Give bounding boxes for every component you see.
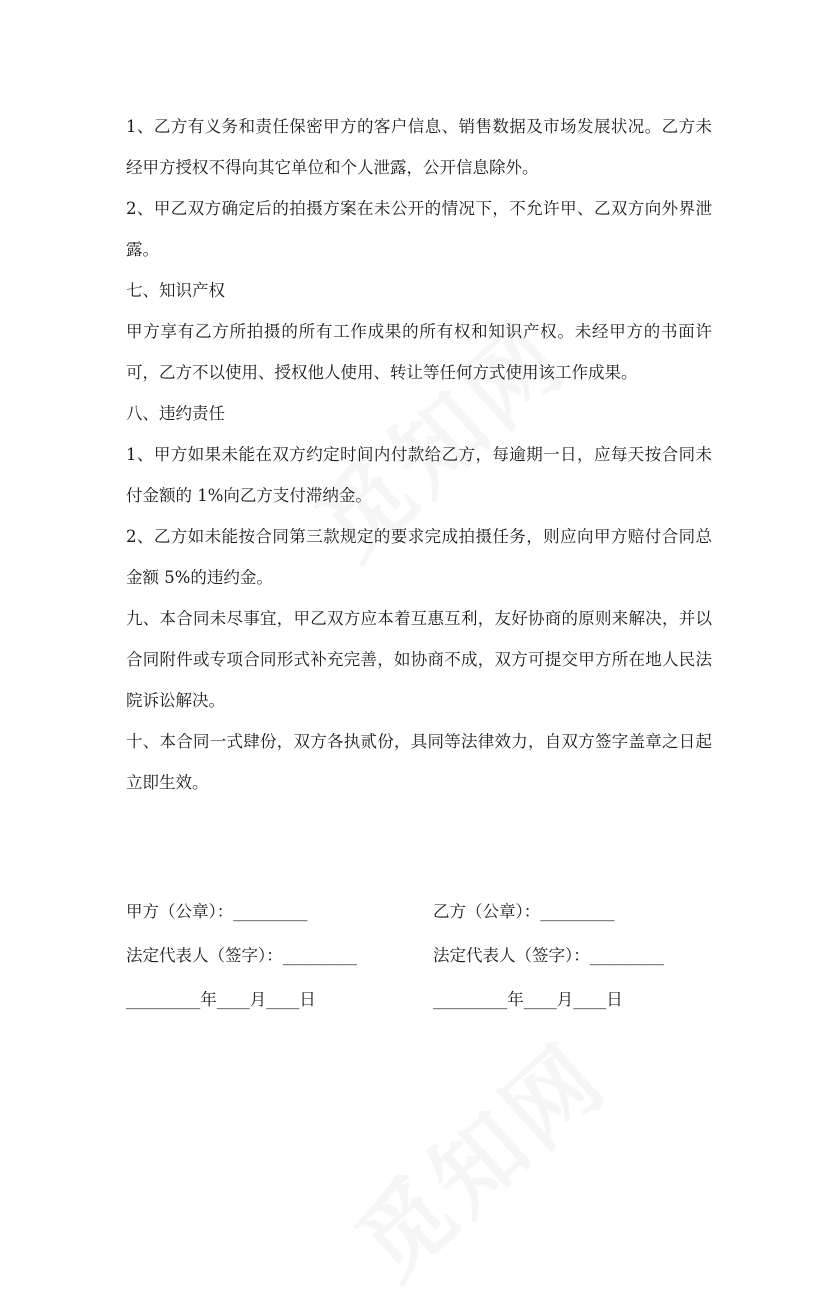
section-heading-ip: 七、知识产权 xyxy=(126,281,225,300)
representative-row xyxy=(126,932,726,976)
confidentiality-clause-1: 1、乙方有义务和责任保密甲方的客户信息、销售数据及市场发展状况。乙方未经甲方授权不得向其它单位和个人泄露，公开信息除外。 xyxy=(126,117,712,177)
watermark xyxy=(324,1009,631,1303)
party-b-date: _________年____月____日 xyxy=(433,990,623,1009)
party-a-date: _________年____月____日 xyxy=(126,990,316,1009)
party-b-representative: 法定代表人（签字）：_________ xyxy=(433,946,664,965)
section-ten-clause: 十、本合同一式肆份，双方各执贰份，具同等法律效力，自双方签字盖章之日起立即生效。 xyxy=(126,732,712,792)
confidentiality-clause-2: 2、甲乙双方确定后的拍摄方案在未公开的情况下，不允许甲、乙双方向外界泄露。 xyxy=(126,199,712,259)
section-heading-breach: 八、违约责任 xyxy=(126,404,225,423)
party-a-representative: 法定代表人（签字）：_________ xyxy=(126,946,357,965)
signature-block xyxy=(126,888,726,1020)
seal-row xyxy=(126,888,726,932)
party-b-seal: 乙方（公章）：_________ xyxy=(433,902,615,921)
party-a-seal: 甲方（公章）：_________ xyxy=(126,902,308,921)
breach-clause-1: 1、甲方如果未能在双方约定时间内付款给乙方，每逾期一日，应每天按合同未付金额的 1%向乙方支付滞纳金。 xyxy=(126,445,712,505)
ip-clause: 甲方享有乙方所拍摄的所有工作成果的所有权和知识产权。未经甲方的书面许可，乙方不以使用、授权他人使用、转让等任何方式使用该工作成果。 xyxy=(126,322,712,382)
contract-body xyxy=(126,106,712,803)
breach-clause-2: 2、乙方如未能按合同第三款规定的要求完成拍摄任务，则应向甲方赔付合同总金额 5%的违约金。 xyxy=(126,527,712,587)
date-row xyxy=(126,976,726,1020)
section-nine-clause: 九、本合同未尽事宜，甲乙双方应本着互惠互利，友好协商的原则来解决，并以合同附件或专项合同形式补充完善，如协商不成，双方可提交甲方所在地人民法院诉讼解决。 xyxy=(126,609,712,710)
